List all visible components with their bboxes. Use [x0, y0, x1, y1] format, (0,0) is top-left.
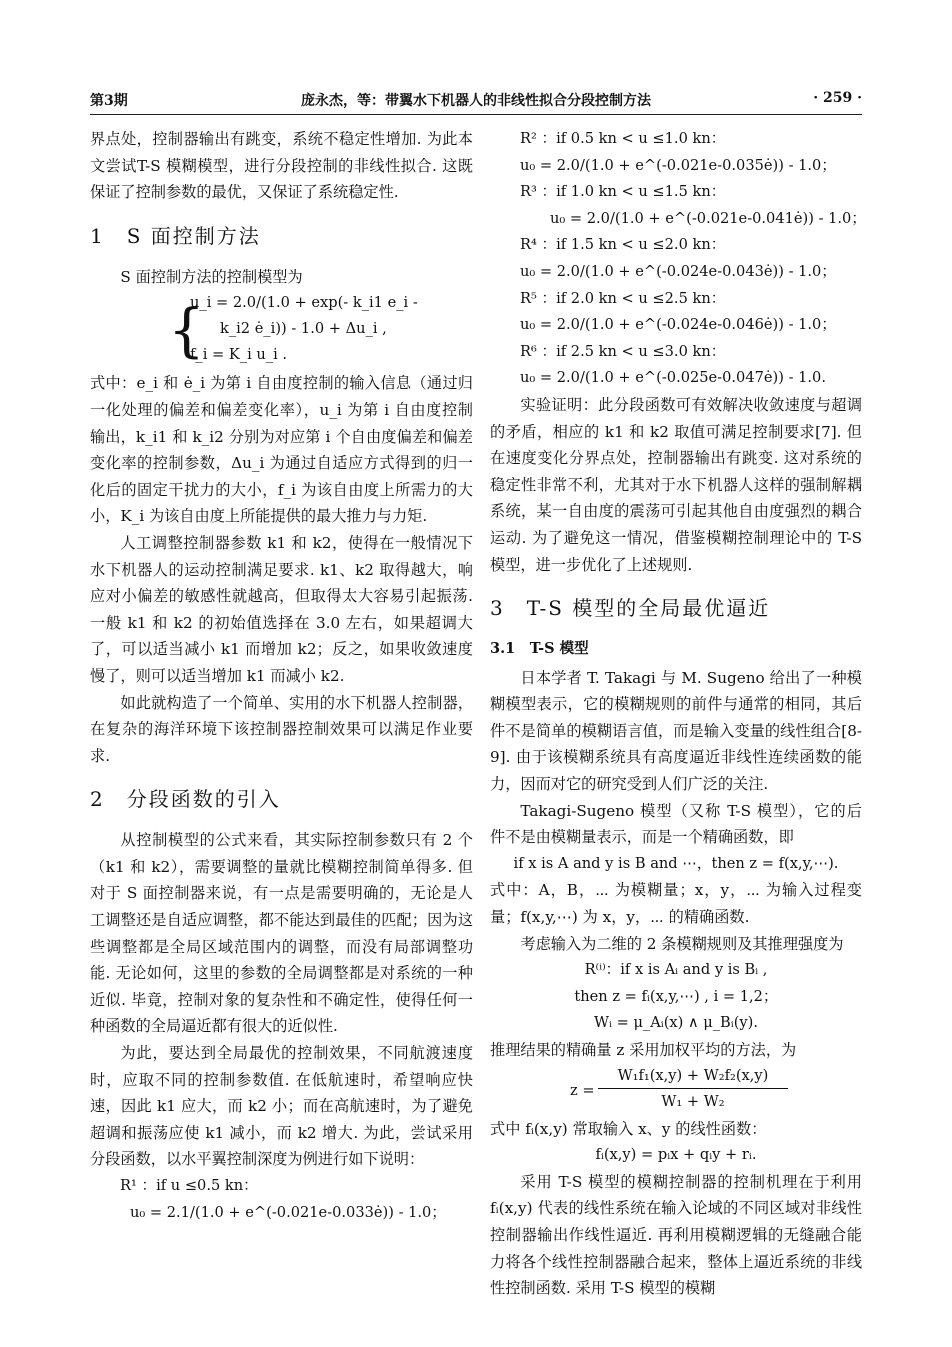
- rule-condition: R⁵ ：if 2.0 kn < u ≤2.5 kn：: [520, 289, 726, 307]
- paragraph: Takagi-Sugeno 模型（又称 T-S 模型），它的后件不是由模糊量表示，而是一个精确函数，即: [490, 801, 862, 847]
- rule-equation: u₀ = 2.0/(1.0 + e^(-0.024e-0.043ė)) - 1.0；: [520, 262, 836, 280]
- paragraph: 从控制模型的公式来看，其实际控制参数只有 2 个（k1 和 k2），需要调整的量就比模糊控制简单得多. 但对于 S 面控制器来说，有一点是需要明确的，无论是人工调整还是自适应调整，都不能达到最佳的匹配；因为这些调整都是全局区域范围内的调整，而没有局部调整功能. 无论如何，这里的参数的全局调整都是对系统的一种近似. 毕竟，控制对象的复杂性和不确定性，使得任何一种函数的全局逼近都有很大的近似性.: [90, 831, 473, 1036]
- fraction-numerator: W₁f₁(x,y) + W₂f₂(x,y): [598, 1064, 788, 1089]
- header-rule: [90, 114, 862, 115]
- rule-condition: R¹ ：if u ≤0.5 kn：: [120, 1177, 258, 1194]
- equation-line: k_i2 ė_i)) - 1.0 + Δu_i ,: [220, 320, 387, 338]
- paragraph: 式中：A，B，⋯ 为模糊量；x，y，⋯ 为输入过程变量；f(x,y,⋯) 为 x，y，⋯ 的精确函数.: [490, 881, 862, 927]
- section-heading-2: 2 分段函数的引入: [90, 787, 281, 812]
- equation-s-surface: [90, 290, 473, 370]
- equation-weighted-average: [490, 1064, 862, 1116]
- paragraph: 如此就构造了一个简单、实用的水下机器人控制器，在复杂的海洋环境下该控制器控制效果可以满足作业要求.: [90, 693, 473, 765]
- equation-line: f_i = K_i u_i .: [190, 346, 288, 364]
- equation-rule: then z = fᵢ(x,y,⋯) , i = 1,2；: [574, 987, 778, 1005]
- section-heading-1: 1 S 面控制方法: [90, 223, 261, 248]
- section-heading-3: 3 T-S 模型的全局最优逼近: [490, 596, 771, 621]
- brace-glyph: {: [168, 296, 205, 365]
- rule-equation: u₀ = 2.0/(1.0 + e^(-0.025e-0.047ė)) - 1.0.: [520, 369, 826, 387]
- rule-equation: u₀ = 2.1/(1.0 + e^(-0.021e-0.033ė)) - 1.0；: [130, 1203, 446, 1221]
- running-title: 庞永杰，等：带翼水下机器人的非线性拟合分段控制方法: [301, 93, 651, 109]
- paragraph: 采用 T-S 模型的模糊控制器的控制机理在于利用 fᵢ(x,y) 代表的线性系统在输入论域的不同区域对非线性控制器输出作线性逼近. 再利用模糊逻辑的无缝融合能力将各个线性控制器融合起来，整体上逼近系统的非线性控制函数. 采用 T-S 模型的模糊: [490, 1172, 862, 1298]
- equation-linear: fᵢ(x,y) = pᵢx + qᵢy + rᵢ.: [595, 1146, 757, 1164]
- paragraph: 日本学者 T. Takagi 与 M. Sugeno 给出了一种模糊模型表示，它的模糊规则的前件与通常的相同，其后件不是简单的模糊语言值，而是输入变量的线性组合[8-9]. 由于该模糊系统具有高度逼近非线性连续函数的能力，因而对它的研究受到人们广泛的关注.: [490, 668, 862, 794]
- rule-equation: u₀ = 2.0/(1.0 + e^(-0.021e-0.035ė)) - 1.0；: [520, 156, 836, 174]
- fraction-denominator: W₁ + W₂: [661, 1092, 725, 1110]
- paragraph: 为此，要达到全局最优的控制效果，不同航渡速度时，应取不同的控制参数值. 在低航速时，希望响应快速，因此 k1 应大，而 k2 小；而在高航速时，为了避免超调和振荡应使 k1 减小，而 k2 增大. 为此，尝试采用分段函数，以水平翼控制深度为例进行如下说明：: [90, 1044, 473, 1169]
- paragraph: 实验证明：此分段函数可有效解决收敛速度与超调的矛盾，相应的 k1 和 k2 取值可满足控制要求[7]. 但在速度变化分界点处，控制器输出有跳变. 这对系统的稳定性非常不利，尤其对于水下机器人这样的强制解耦系统，某一自由度的震荡可引起其他自由度强烈的耦合运动. 为了避免这一情况，借鉴模糊控制理论中的 T-S 模型，进一步优化了上述规则.: [490, 395, 862, 574]
- left-column: [90, 126, 473, 1226]
- paragraph: S 面控制方法的控制模型为: [120, 267, 303, 286]
- equation-ts: if x is A and y is B and ⋯，then z = f(x,y,⋯).: [513, 854, 839, 872]
- fraction-lhs: z =: [570, 1081, 595, 1099]
- equation-line: u_i = 2.0/(1.0 + exp(- k_i1 e_i -: [190, 294, 418, 312]
- equation-rule: Wᵢ = μ_Aᵢ(x) ∧ μ_Bᵢ(y).: [594, 1014, 758, 1032]
- paragraph: 推理结果的精确量 z 采用加权平均的方法，为: [490, 1041, 797, 1059]
- rule-equation: u₀ = 2.0/(1.0 + e^(-0.021e-0.041ė)) - 1.0；: [550, 209, 866, 227]
- paragraph: 界点处，控制器输出有跳变，系统不稳定性增加. 为此本文尝试T-S 模糊模型，进行分段控制的非线性拟合. 这既保证了控制参数的最优，又保证了系统稳定性.: [90, 130, 473, 202]
- rule-equation: u₀ = 2.0/(1.0 + e^(-0.024e-0.046ė)) - 1.0；: [520, 316, 836, 334]
- equation-rule: R⁽ⁱ⁾：if x is Aᵢ and y is Bᵢ ,: [584, 961, 768, 979]
- rule-condition: R³ ：if 1.0 kn < u ≤1.5 kn：: [520, 183, 726, 201]
- running-header: [90, 90, 862, 114]
- issue-label: 第3期: [90, 93, 128, 109]
- rule-condition: R⁴ ：if 1.5 kn < u ≤2.0 kn：: [520, 236, 726, 254]
- rule-condition: R⁶ ：if 2.5 kn < u ≤3.0 kn：: [520, 342, 726, 360]
- rule-condition: R² ：if 0.5 kn < u ≤1.0 kn：: [520, 130, 726, 147]
- page-number: · 259 ·: [813, 90, 862, 106]
- subsection-heading: 3.1 T-S 模型: [490, 640, 589, 658]
- paragraph: 式中 fᵢ(x,y) 常取输入 x、y 的线性函数：: [490, 1119, 767, 1138]
- right-column: [490, 126, 866, 1302]
- paragraph: 式中：e_i 和 ė_i 为第 i 自由度控制的输入信息（通过归一化处理的偏差和偏差变化率），u_i 为第 i 自由度控制输出，k_i1 和 k_i2 分别为对应第 i 个自由度偏差和偏差变化率的控制参数，Δu_i 为通过自适应方式得到的归一化后的固定干扰力的大小，f_i 为该自由度上所需力的大小，K_i 为该自由度上所能提供的最大推力与力矩.: [90, 374, 473, 526]
- paragraph: 人工调整控制器参数 k1 和 k2，使得在一般情况下水下机器人的运动控制满足要求. k1、k2 取得越大，响应对小偏差的敏感性就越高，但取得太大容易引起振荡. 一般 k1 和 k2 的初始值选择在 3.0 左右，如果超调大了，可以适当减小 k1 而增加 k2；反之，如果收敛速度慢了，则可以适当增加 k1 而减小 k2.: [90, 533, 473, 685]
- paragraph: 考虑输入为二维的 2 条模糊规则及其推理强度为: [520, 934, 844, 953]
